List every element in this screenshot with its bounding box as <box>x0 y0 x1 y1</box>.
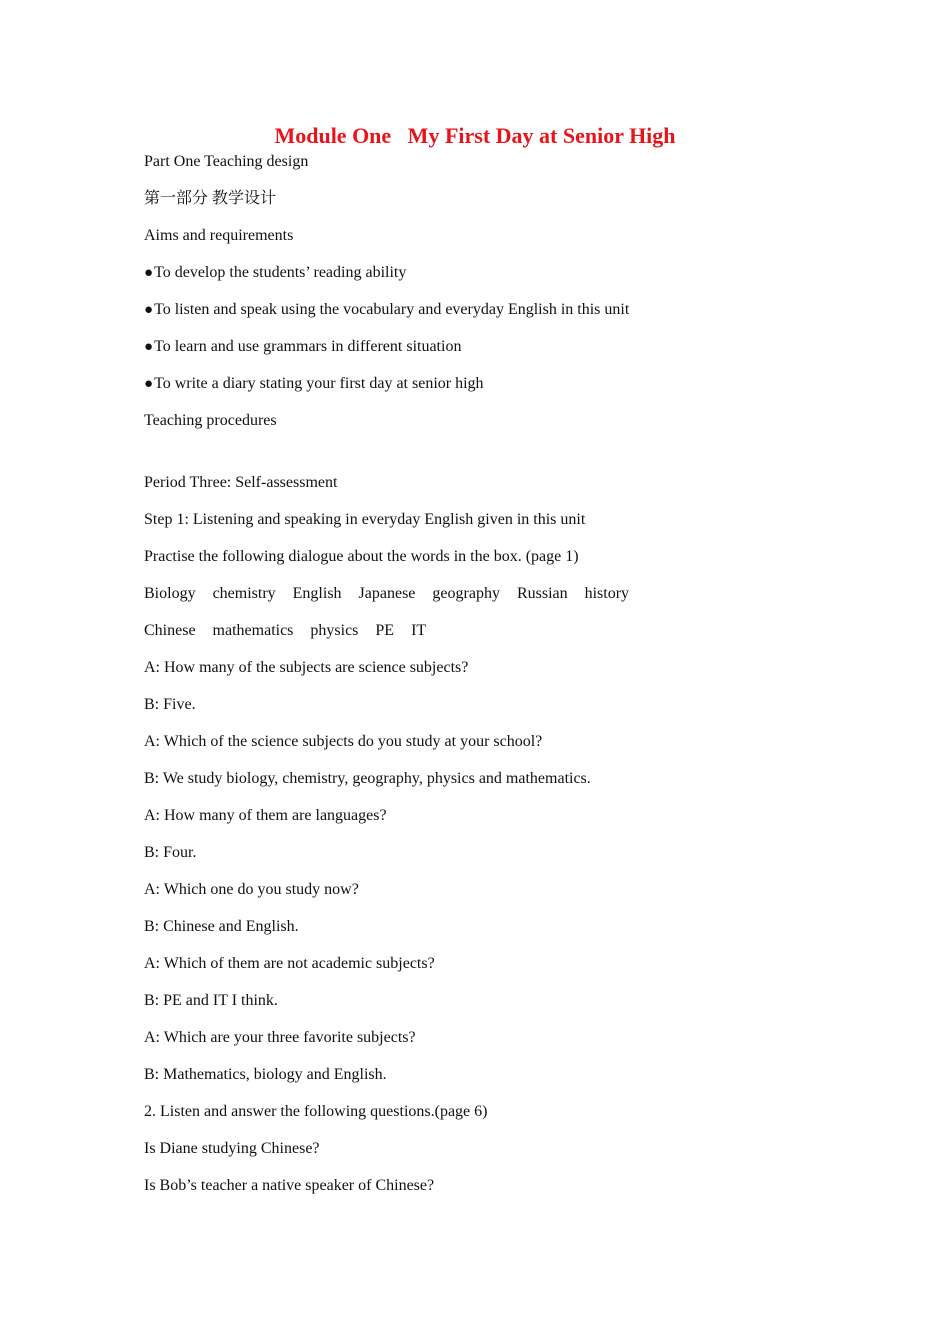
subject-word: history <box>584 585 630 602</box>
part-heading-chinese: 第一部分 教学设计 <box>144 190 277 207</box>
question-line: Is Bob’s teacher a native speaker of Chinese? <box>144 1177 435 1194</box>
bullet-icon: ● <box>144 339 154 355</box>
dialogue-line: B: Chinese and English. <box>144 918 299 935</box>
subjects-row-2 <box>144 621 426 641</box>
aim-text: To listen and speak using the vocabulary and everyday English in this unit <box>154 301 630 318</box>
procedures-heading: Teaching procedures <box>144 412 277 429</box>
dialogue-line: A: How many of the subjects are science subjects? <box>144 659 469 676</box>
dialogue-line: B: Mathematics, biology and English. <box>144 1066 387 1083</box>
aim-item <box>144 337 461 357</box>
subject-word: mathematics <box>212 622 294 639</box>
subject-word: English <box>292 585 342 602</box>
period-heading: Period Three: Self-assessment <box>144 474 338 491</box>
subject-word: geography <box>432 585 500 602</box>
aim-text: To write a diary stating your first day at senior high <box>154 375 484 392</box>
aim-item <box>144 374 484 394</box>
dialogue-line: A: Which one do you study now? <box>144 881 359 898</box>
subject-word: PE <box>375 622 395 639</box>
bullet-icon: ● <box>144 376 154 392</box>
subjects-row-1 <box>144 584 629 604</box>
bullet-icon: ● <box>144 302 154 318</box>
subject-word: Biology <box>144 585 196 602</box>
aim-text: To develop the students’ reading ability <box>154 264 407 281</box>
dialogue-line: A: Which of the science subjects do you study at your school? <box>144 733 543 750</box>
dialogue-line: A: Which of them are not academic subjects? <box>144 955 435 972</box>
practise-instruction: Practise the following dialogue about the words in the box. (page 1) <box>144 548 579 565</box>
subject-word: chemistry <box>212 585 276 602</box>
listen-instruction: 2. Listen and answer the following questions.(page 6) <box>144 1103 488 1120</box>
dialogue-line: B: PE and IT I think. <box>144 992 278 1009</box>
bullet-icon: ● <box>144 265 154 281</box>
dialogue-line: B: Five. <box>144 696 196 713</box>
dialogue-line: A: Which are your three favorite subjects? <box>144 1029 416 1046</box>
question-line: Is Diane studying Chinese? <box>144 1140 320 1157</box>
aim-text: To learn and use grammars in different situation <box>154 338 462 355</box>
step-one-heading: Step 1: Listening and speaking in everyday English given in this unit <box>144 511 586 528</box>
dialogue-line: B: We study biology, chemistry, geography, physics and mathematics. <box>144 770 591 787</box>
subject-word: Russian <box>516 585 568 602</box>
dialogue-line: B: Four. <box>144 844 197 861</box>
part-heading: Part One Teaching design <box>144 153 309 170</box>
subject-word: Japanese <box>358 585 416 602</box>
document-title: Module One My First Day at Senior High <box>274 123 676 148</box>
dialogue-line: A: How many of them are languages? <box>144 807 387 824</box>
subject-word: IT <box>411 622 427 639</box>
subject-word: Chinese <box>144 622 196 639</box>
aims-heading: Aims and requirements <box>144 227 294 244</box>
subject-word: physics <box>310 622 359 639</box>
aim-item <box>144 300 629 320</box>
aim-item <box>144 263 406 283</box>
